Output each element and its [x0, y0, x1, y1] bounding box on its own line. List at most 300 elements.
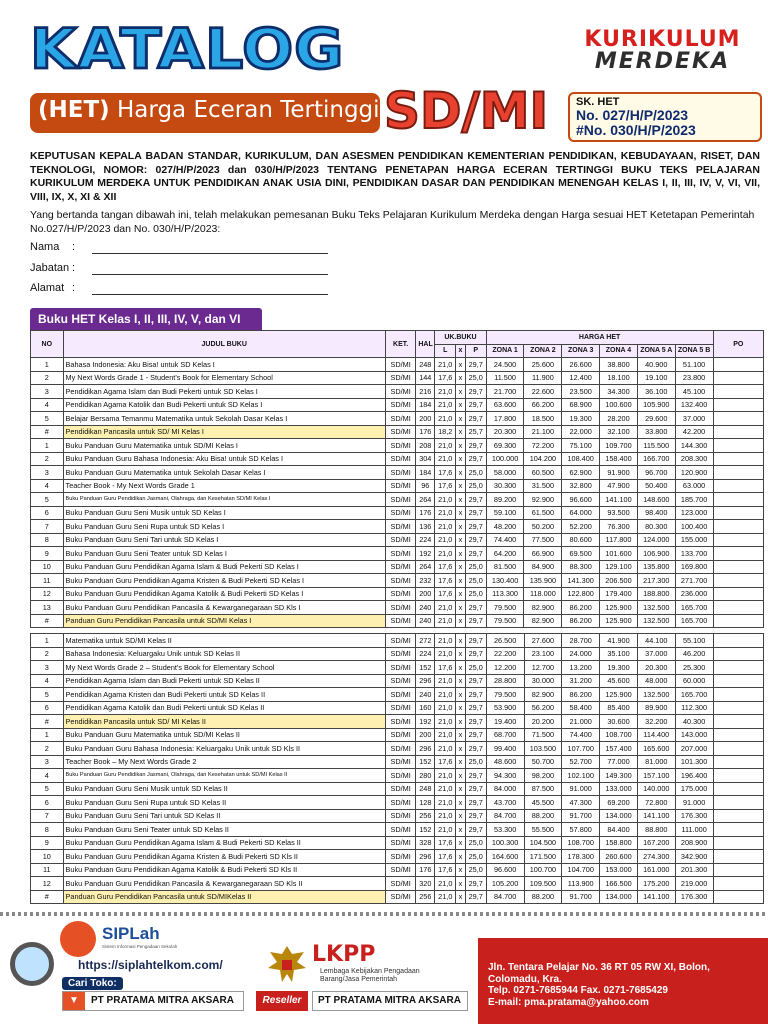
cell-zona-2: 109.500 [524, 877, 562, 891]
cell-po-input[interactable] [713, 425, 763, 439]
cell-zona-5b: 46.200 [675, 647, 713, 661]
cell-no: 8 [31, 533, 64, 547]
cell-l: 21,0 [435, 634, 456, 648]
cell-p: 25,0 [465, 574, 486, 588]
cell-po-input[interactable] [713, 634, 764, 648]
cell-x: x [456, 493, 465, 507]
cell-zona-3: 86.200 [562, 601, 600, 615]
cell-p: 29,7 [465, 728, 486, 742]
cell-l: 17,6 [435, 560, 456, 574]
cell-zona-2: 18.500 [524, 412, 562, 426]
th-zona-4: ZONA 4 [600, 344, 638, 358]
cell-zona-5b: 60.000 [675, 674, 713, 688]
cell-title: Bahasa Indonesia: Keluargaku Unik untuk SD Kelas II [63, 647, 385, 661]
cell-zona-5a: 115.500 [637, 439, 675, 453]
cell-l: 17,6 [435, 479, 456, 493]
cell-po-input[interactable] [713, 466, 763, 480]
cell-p: 25,0 [465, 850, 486, 864]
cell-po-input[interactable] [713, 385, 763, 399]
cell-zona-1: 48.600 [486, 755, 524, 769]
cell-l: 21,0 [435, 769, 456, 783]
siplah-url-link[interactable]: https://siplahtelkom.com/ [78, 958, 223, 972]
cell-po-input[interactable] [713, 836, 764, 850]
cell-l: 21,0 [435, 398, 456, 412]
cell-po-input[interactable] [713, 439, 763, 453]
cell-ket: SD/MI [385, 701, 415, 715]
cell-x: x [456, 574, 465, 588]
cell-zona-2: 25.600 [524, 358, 562, 372]
cell-zona-5a: 98.400 [637, 506, 675, 520]
cell-po-input[interactable] [713, 533, 763, 547]
cell-zona-4: 32.100 [600, 425, 638, 439]
cell-po-input[interactable] [713, 715, 764, 729]
cell-zona-4: 158.400 [600, 452, 638, 466]
section-title: Buku HET Kelas I, II, III, IV, V, dan VI [30, 308, 262, 330]
cell-po-input[interactable] [713, 877, 764, 891]
sk-label: SK. HET [576, 96, 620, 108]
cell-po-input[interactable] [713, 728, 764, 742]
cell-no: 5 [31, 688, 64, 702]
cell-zona-4: 149.300 [600, 769, 638, 783]
cell-p: 29,7 [465, 674, 486, 688]
cell-zona-5b: 37.000 [675, 412, 713, 426]
cell-l: 17,6 [435, 836, 456, 850]
cell-zona-1: 79.500 [486, 614, 524, 628]
cell-po-input[interactable] [713, 809, 764, 823]
cell-zona-5a: 217.300 [637, 574, 675, 588]
cell-po-input[interactable] [713, 755, 764, 769]
cell-zona-4: 69.200 [600, 796, 638, 810]
cell-zona-3: 47.300 [562, 796, 600, 810]
cell-po-input[interactable] [713, 452, 763, 466]
cell-no: 10 [31, 850, 64, 864]
cell-po-input[interactable] [713, 398, 763, 412]
cell-title: My Next Words Grade 2 – Student's Book for Elementary School [63, 661, 385, 675]
cell-hal: 248 [416, 358, 435, 372]
cell-po-input[interactable] [713, 647, 764, 661]
cell-zona-2: 11.900 [524, 371, 562, 385]
cell-no: # [31, 715, 64, 729]
cell-po-input[interactable] [713, 823, 764, 837]
cell-p: 25,0 [465, 466, 486, 480]
cell-title: Belajar Bersama Temanmu Matematika untuk Sekolah Dasar Kelas I [63, 412, 385, 426]
th-p: P [465, 344, 486, 358]
cell-p: 29,7 [465, 769, 486, 783]
reseller-label: Reseller [256, 991, 308, 1011]
cell-title: Buku Panduan Guru Pendidikan Jasmani, Olahraga, dan Kesehatan SD/MI Kelas I [63, 493, 385, 507]
table-row [31, 688, 764, 702]
cell-zona-2: 104.500 [524, 836, 562, 850]
cell-p: 25,0 [465, 371, 486, 385]
cell-x: x [456, 425, 465, 439]
cell-po-input[interactable] [713, 796, 764, 810]
cell-zona-1: 68.700 [486, 728, 524, 742]
cell-title: Buku Panduan Guru Pendidikan Pancasila & Kewarganegaraan SD Kls II [63, 877, 385, 891]
cell-p: 29,7 [465, 782, 486, 796]
cell-l: 17,6 [435, 371, 456, 385]
cell-x: x [456, 647, 465, 661]
cell-l: 17,6 [435, 466, 456, 480]
cell-zona-5b: 196.400 [675, 769, 713, 783]
cell-zona-4: 129.100 [600, 560, 638, 574]
cell-zona-4: 91.900 [600, 466, 638, 480]
cell-x: x [456, 890, 465, 904]
cell-l: 21,0 [435, 547, 456, 561]
cell-zona-4: 125.900 [600, 688, 638, 702]
cell-po-input[interactable] [713, 412, 763, 426]
cell-zona-5a: 20.300 [637, 661, 675, 675]
cell-zona-5a: 167.200 [637, 836, 675, 850]
cell-zona-4: 93.500 [600, 506, 638, 520]
cell-zona-1: 63.600 [486, 398, 524, 412]
cell-no: 3 [31, 466, 64, 480]
cell-hal: 96 [416, 479, 435, 493]
cell-x: x [456, 385, 465, 399]
cell-x: x [456, 850, 465, 864]
table-row [31, 877, 764, 891]
het-banner [30, 93, 380, 133]
cell-x: x [456, 560, 465, 574]
cell-x: x [456, 661, 465, 675]
th-ket: KET. [385, 331, 415, 358]
cell-no: 5 [31, 493, 64, 507]
cell-x: x [456, 601, 465, 615]
th-hal: HAL [416, 331, 435, 358]
cell-p: 29,7 [465, 506, 486, 520]
cell-zona-4: 41.900 [600, 634, 638, 648]
th-zona-5b: ZONA 5 B [675, 344, 713, 358]
cell-x: x [456, 742, 465, 756]
cell-zona-3: 91.700 [562, 809, 600, 823]
table-row [31, 425, 764, 439]
cell-title: Buku Panduan Guru Bahasa Indonesia: Keluargaku Unik untuk SD Kls II [63, 742, 385, 756]
cell-zona-4: 206.500 [600, 574, 638, 588]
table-row [31, 385, 764, 399]
cell-l: 21,0 [435, 674, 456, 688]
cell-zona-5b: 208.300 [675, 452, 713, 466]
cell-zona-5b: 236.000 [675, 587, 713, 601]
cell-zona-4: 158.800 [600, 836, 638, 850]
cell-zona-1: 19.400 [486, 715, 524, 729]
cell-no: 3 [31, 755, 64, 769]
cell-l: 21,0 [435, 688, 456, 702]
cell-po-input[interactable] [713, 560, 763, 574]
cell-po-input[interactable] [713, 782, 764, 796]
cell-zona-5b: 112.300 [675, 701, 713, 715]
cell-title: Matematika untuk SD/MI Kelas II [63, 634, 385, 648]
cell-title: Buku Panduan Guru Seni Tari untuk SD Kelas I [63, 533, 385, 547]
cell-no: 5 [31, 782, 64, 796]
cell-zona-1: 43.700 [486, 796, 524, 810]
cell-zona-1: 12.200 [486, 661, 524, 675]
chevron-down-icon: ▼ [63, 992, 85, 1010]
cell-no: # [31, 425, 64, 439]
cell-zona-4: 166.500 [600, 877, 638, 891]
cell-zona-3: 52.700 [562, 755, 600, 769]
cell-zona-1: 84.700 [486, 890, 524, 904]
cell-zona-2: 82.900 [524, 601, 562, 615]
cell-po-input[interactable] [713, 479, 763, 493]
cell-no: 3 [31, 661, 64, 675]
cell-zona-5b: 42.200 [675, 425, 713, 439]
cell-po-input[interactable] [713, 688, 764, 702]
cell-po-input[interactable] [713, 850, 764, 864]
cell-zona-5b: 165.700 [675, 614, 713, 628]
cell-zona-3: 91.700 [562, 890, 600, 904]
cell-hal: 320 [416, 877, 435, 891]
cell-zona-2: 72.200 [524, 439, 562, 453]
cell-po-input[interactable] [713, 358, 763, 372]
cell-title: Buku Panduan Guru Seni Teater untuk SD Kelas II [63, 823, 385, 837]
cell-po-input[interactable] [713, 742, 764, 756]
cell-x: x [456, 479, 465, 493]
cell-ket: SD/MI [385, 560, 415, 574]
table-row [31, 452, 764, 466]
cell-zona-5b: 63.000 [675, 479, 713, 493]
cell-zona-1: 21.700 [486, 385, 524, 399]
cell-zona-3: 107.700 [562, 742, 600, 756]
cell-zona-5a: 50.400 [637, 479, 675, 493]
cell-hal: 296 [416, 742, 435, 756]
cell-zona-2: 12.700 [524, 661, 562, 675]
cell-zona-5a: 44.100 [637, 634, 675, 648]
cell-hal: 192 [416, 715, 435, 729]
cell-zona-4: 76.300 [600, 520, 638, 534]
cell-zona-4: 153.000 [600, 863, 638, 877]
cell-zona-5a: 161.000 [637, 863, 675, 877]
cell-ket: SD/MI [385, 728, 415, 742]
cell-hal: 152 [416, 661, 435, 675]
cell-x: x [456, 587, 465, 601]
cell-ket: SD/MI [385, 823, 415, 837]
cell-zona-2: 50.200 [524, 520, 562, 534]
cell-zona-1: 100.000 [486, 452, 524, 466]
cell-zona-5b: 165.700 [675, 601, 713, 615]
cell-hal: 296 [416, 850, 435, 864]
alamat-field[interactable] [30, 282, 75, 294]
cell-title: Teacher Book - My Next Words Grade 1 [63, 479, 385, 493]
cell-zona-5b: 45.100 [675, 385, 713, 399]
cell-zona-3: 108.700 [562, 836, 600, 850]
cell-zona-4: 134.000 [600, 890, 638, 904]
cell-zona-5a: 141.100 [637, 890, 675, 904]
cell-zona-5b: 201.300 [675, 863, 713, 877]
table-row [31, 371, 764, 385]
cell-zona-4: 77.000 [600, 755, 638, 769]
cell-zona-2: 20.200 [524, 715, 562, 729]
cell-hal: 200 [416, 587, 435, 601]
cell-hal: 176 [416, 506, 435, 520]
th-zona-1: ZONA 1 [486, 344, 524, 358]
company-address: Jln. Tentara Pelajar No. 36 RT 05 RW XI, Bolon, Colomadu, Kra. [488, 962, 710, 985]
table-row [31, 358, 764, 372]
cell-po-input[interactable] [713, 661, 764, 675]
table-row [31, 674, 764, 688]
table-row [31, 863, 764, 877]
cell-no: 2 [31, 647, 64, 661]
cell-p: 29,7 [465, 823, 486, 837]
company-contact [488, 962, 758, 1008]
cell-po-input[interactable] [713, 493, 763, 507]
cell-x: x [456, 439, 465, 453]
cell-zona-5b: 219.000 [675, 877, 713, 891]
cell-l: 17,6 [435, 574, 456, 588]
jabatan-line[interactable] [92, 274, 328, 275]
cell-po-input[interactable] [713, 520, 763, 534]
cell-zona-3: 178.300 [562, 850, 600, 864]
cell-zona-3: 12.400 [562, 371, 600, 385]
cell-no: 4 [31, 479, 64, 493]
cell-zona-5a: 135.800 [637, 560, 675, 574]
cell-l: 21,0 [435, 439, 456, 453]
cell-po-input[interactable] [713, 601, 763, 615]
cell-ket: SD/MI [385, 688, 415, 702]
jabatan-field[interactable] [30, 262, 75, 274]
table-row [31, 479, 764, 493]
cell-po-input[interactable] [713, 701, 764, 715]
cell-hal: 304 [416, 452, 435, 466]
cell-p: 25,0 [465, 836, 486, 850]
kurikulum-merdeka-logo [560, 27, 765, 74]
cell-zona-5a: 81.000 [637, 755, 675, 769]
cell-zona-1: 130.400 [486, 574, 524, 588]
cell-title: Panduan Guru Pendidikan Pancasila untuk SD/MI Kelas I [63, 614, 385, 628]
cell-ket: SD/MI [385, 742, 415, 756]
table-row [31, 520, 764, 534]
cell-zona-5a: 132.500 [637, 601, 675, 615]
cell-zona-3: 104.700 [562, 863, 600, 877]
cell-l: 21,0 [435, 742, 456, 756]
cell-po-input[interactable] [713, 614, 763, 628]
cell-po-input[interactable] [713, 890, 764, 904]
cell-title: Buku Panduan Guru Matematika untuk SD/MI Kelas II [63, 728, 385, 742]
cell-hal: 240 [416, 688, 435, 702]
cell-zona-3: 80.600 [562, 533, 600, 547]
cell-x: x [456, 836, 465, 850]
cell-zona-5b: 207.000 [675, 742, 713, 756]
nama-field[interactable] [30, 241, 75, 253]
th-no: NO [31, 331, 64, 358]
th-ukbuku: UK.BUKU [435, 331, 486, 345]
cell-l: 21,0 [435, 493, 456, 507]
cell-zona-4: 34.300 [600, 385, 638, 399]
lkpp-title: LKPP [312, 942, 376, 967]
cell-no: 1 [31, 358, 64, 372]
cell-zona-5a: 132.500 [637, 688, 675, 702]
cell-no: 4 [31, 674, 64, 688]
cell-p: 29,7 [465, 398, 486, 412]
cell-no: 8 [31, 823, 64, 837]
alamat-line[interactable] [92, 294, 328, 295]
cell-po-input[interactable] [713, 506, 763, 520]
cell-ket: SD/MI [385, 715, 415, 729]
cell-p: 25,0 [465, 560, 486, 574]
cell-zona-1: 20.300 [486, 425, 524, 439]
cell-zona-2: 27.600 [524, 634, 562, 648]
cell-no: 12 [31, 877, 64, 891]
table-row [31, 601, 764, 615]
cell-hal: 200 [416, 728, 435, 742]
cell-po-input[interactable] [713, 769, 764, 783]
cell-zona-5b: 25.300 [675, 661, 713, 675]
shop-search-box[interactable] [62, 991, 244, 1011]
decree-text: KEPUTUSAN KEPALA BADAN STANDAR, KURIKULUM, DAN ASESMEN PENDIDIKAN KEMENTERIAN PENDIDIKAN, KEBUDAYAAN, RISET, DAN TEKNOLOGI, NOMOR: 027/H/P/2023 dan 030/H/P/2023 TENTANG PENETAPAN HARGA ECERAN TERTINGGI BUKU TEKS PELAJARAN KURIKULUM MERDEKA UNTUK PENDIDIKAN ANAK USIA DINI, PENDIDIKAN DASAR DAN PENDIDIKAN MENENGAH KELAS I, II, III, IV, V, VI, VII, VIII, IX, X, XI & XII [30, 150, 760, 203]
cell-zona-3: 68.900 [562, 398, 600, 412]
cell-ket: SD/MI [385, 547, 415, 561]
cell-zona-2: 66.900 [524, 547, 562, 561]
cell-zona-5a: 166.700 [637, 452, 675, 466]
cell-p: 25,7 [465, 425, 486, 439]
table-row [31, 701, 764, 715]
cell-ket: SD/MI [385, 412, 415, 426]
nama-line[interactable] [92, 253, 328, 254]
cell-title: Buku Panduan Guru Seni Rupa untuk SD Kelas I [63, 520, 385, 534]
cell-zona-2: 31.500 [524, 479, 562, 493]
cell-zona-5a: 140.000 [637, 782, 675, 796]
cell-p: 29,7 [465, 547, 486, 561]
cell-p: 29,7 [465, 385, 486, 399]
cell-zona-5a: 80.300 [637, 520, 675, 534]
cell-po-input[interactable] [713, 674, 764, 688]
cell-zona-2: 21.100 [524, 425, 562, 439]
cell-hal: 240 [416, 601, 435, 615]
cell-zona-2: 171.500 [524, 850, 562, 864]
colon: : [72, 262, 76, 274]
cell-zona-3: 52.200 [562, 520, 600, 534]
cell-p: 25,0 [465, 661, 486, 675]
cell-ket: SD/MI [385, 863, 415, 877]
cell-zona-3: 91.000 [562, 782, 600, 796]
cell-zona-3: 102.100 [562, 769, 600, 783]
th-zona-5a: ZONA 5 A [637, 344, 675, 358]
cell-x: x [456, 688, 465, 702]
cell-zona-4: 108.700 [600, 728, 638, 742]
cell-hal: 144 [416, 371, 435, 385]
cell-po-input[interactable] [713, 371, 763, 385]
cell-zona-3: 113.900 [562, 877, 600, 891]
cell-ket: SD/MI [385, 385, 415, 399]
cell-zona-3: 28.700 [562, 634, 600, 648]
footer-divider [0, 912, 768, 916]
cell-no: 1 [31, 439, 64, 453]
cell-po-input[interactable] [713, 547, 763, 561]
cell-p: 25,0 [465, 755, 486, 769]
cell-l: 21,0 [435, 890, 456, 904]
cell-zona-2: 30.000 [524, 674, 562, 688]
cell-po-input[interactable] [713, 574, 763, 588]
cell-zona-5b: 155.000 [675, 533, 713, 547]
cell-title: Buku Panduan Guru Matematika untuk Sekolah Dasar Kelas I [63, 466, 385, 480]
cell-l: 21,0 [435, 647, 456, 661]
cell-zona-4: 19.300 [600, 661, 638, 675]
cell-x: x [456, 674, 465, 688]
cell-ket: SD/MI [385, 452, 415, 466]
cell-p: 29,7 [465, 601, 486, 615]
cell-zona-1: 84.000 [486, 782, 524, 796]
cell-ket: SD/MI [385, 661, 415, 675]
cell-l: 17,6 [435, 850, 456, 864]
cell-zona-5b: 175.000 [675, 782, 713, 796]
cell-hal: 200 [416, 412, 435, 426]
cell-zona-5b: 51.100 [675, 358, 713, 372]
cell-po-input[interactable] [713, 587, 763, 601]
cell-zona-5a: 37.000 [637, 647, 675, 661]
cell-title: Buku Panduan Guru Matematika untuk SD/MI Kelas I [63, 439, 385, 453]
cell-po-input[interactable] [713, 863, 764, 877]
table-row [31, 823, 764, 837]
cell-hal: 224 [416, 533, 435, 547]
cell-hal: 152 [416, 755, 435, 769]
